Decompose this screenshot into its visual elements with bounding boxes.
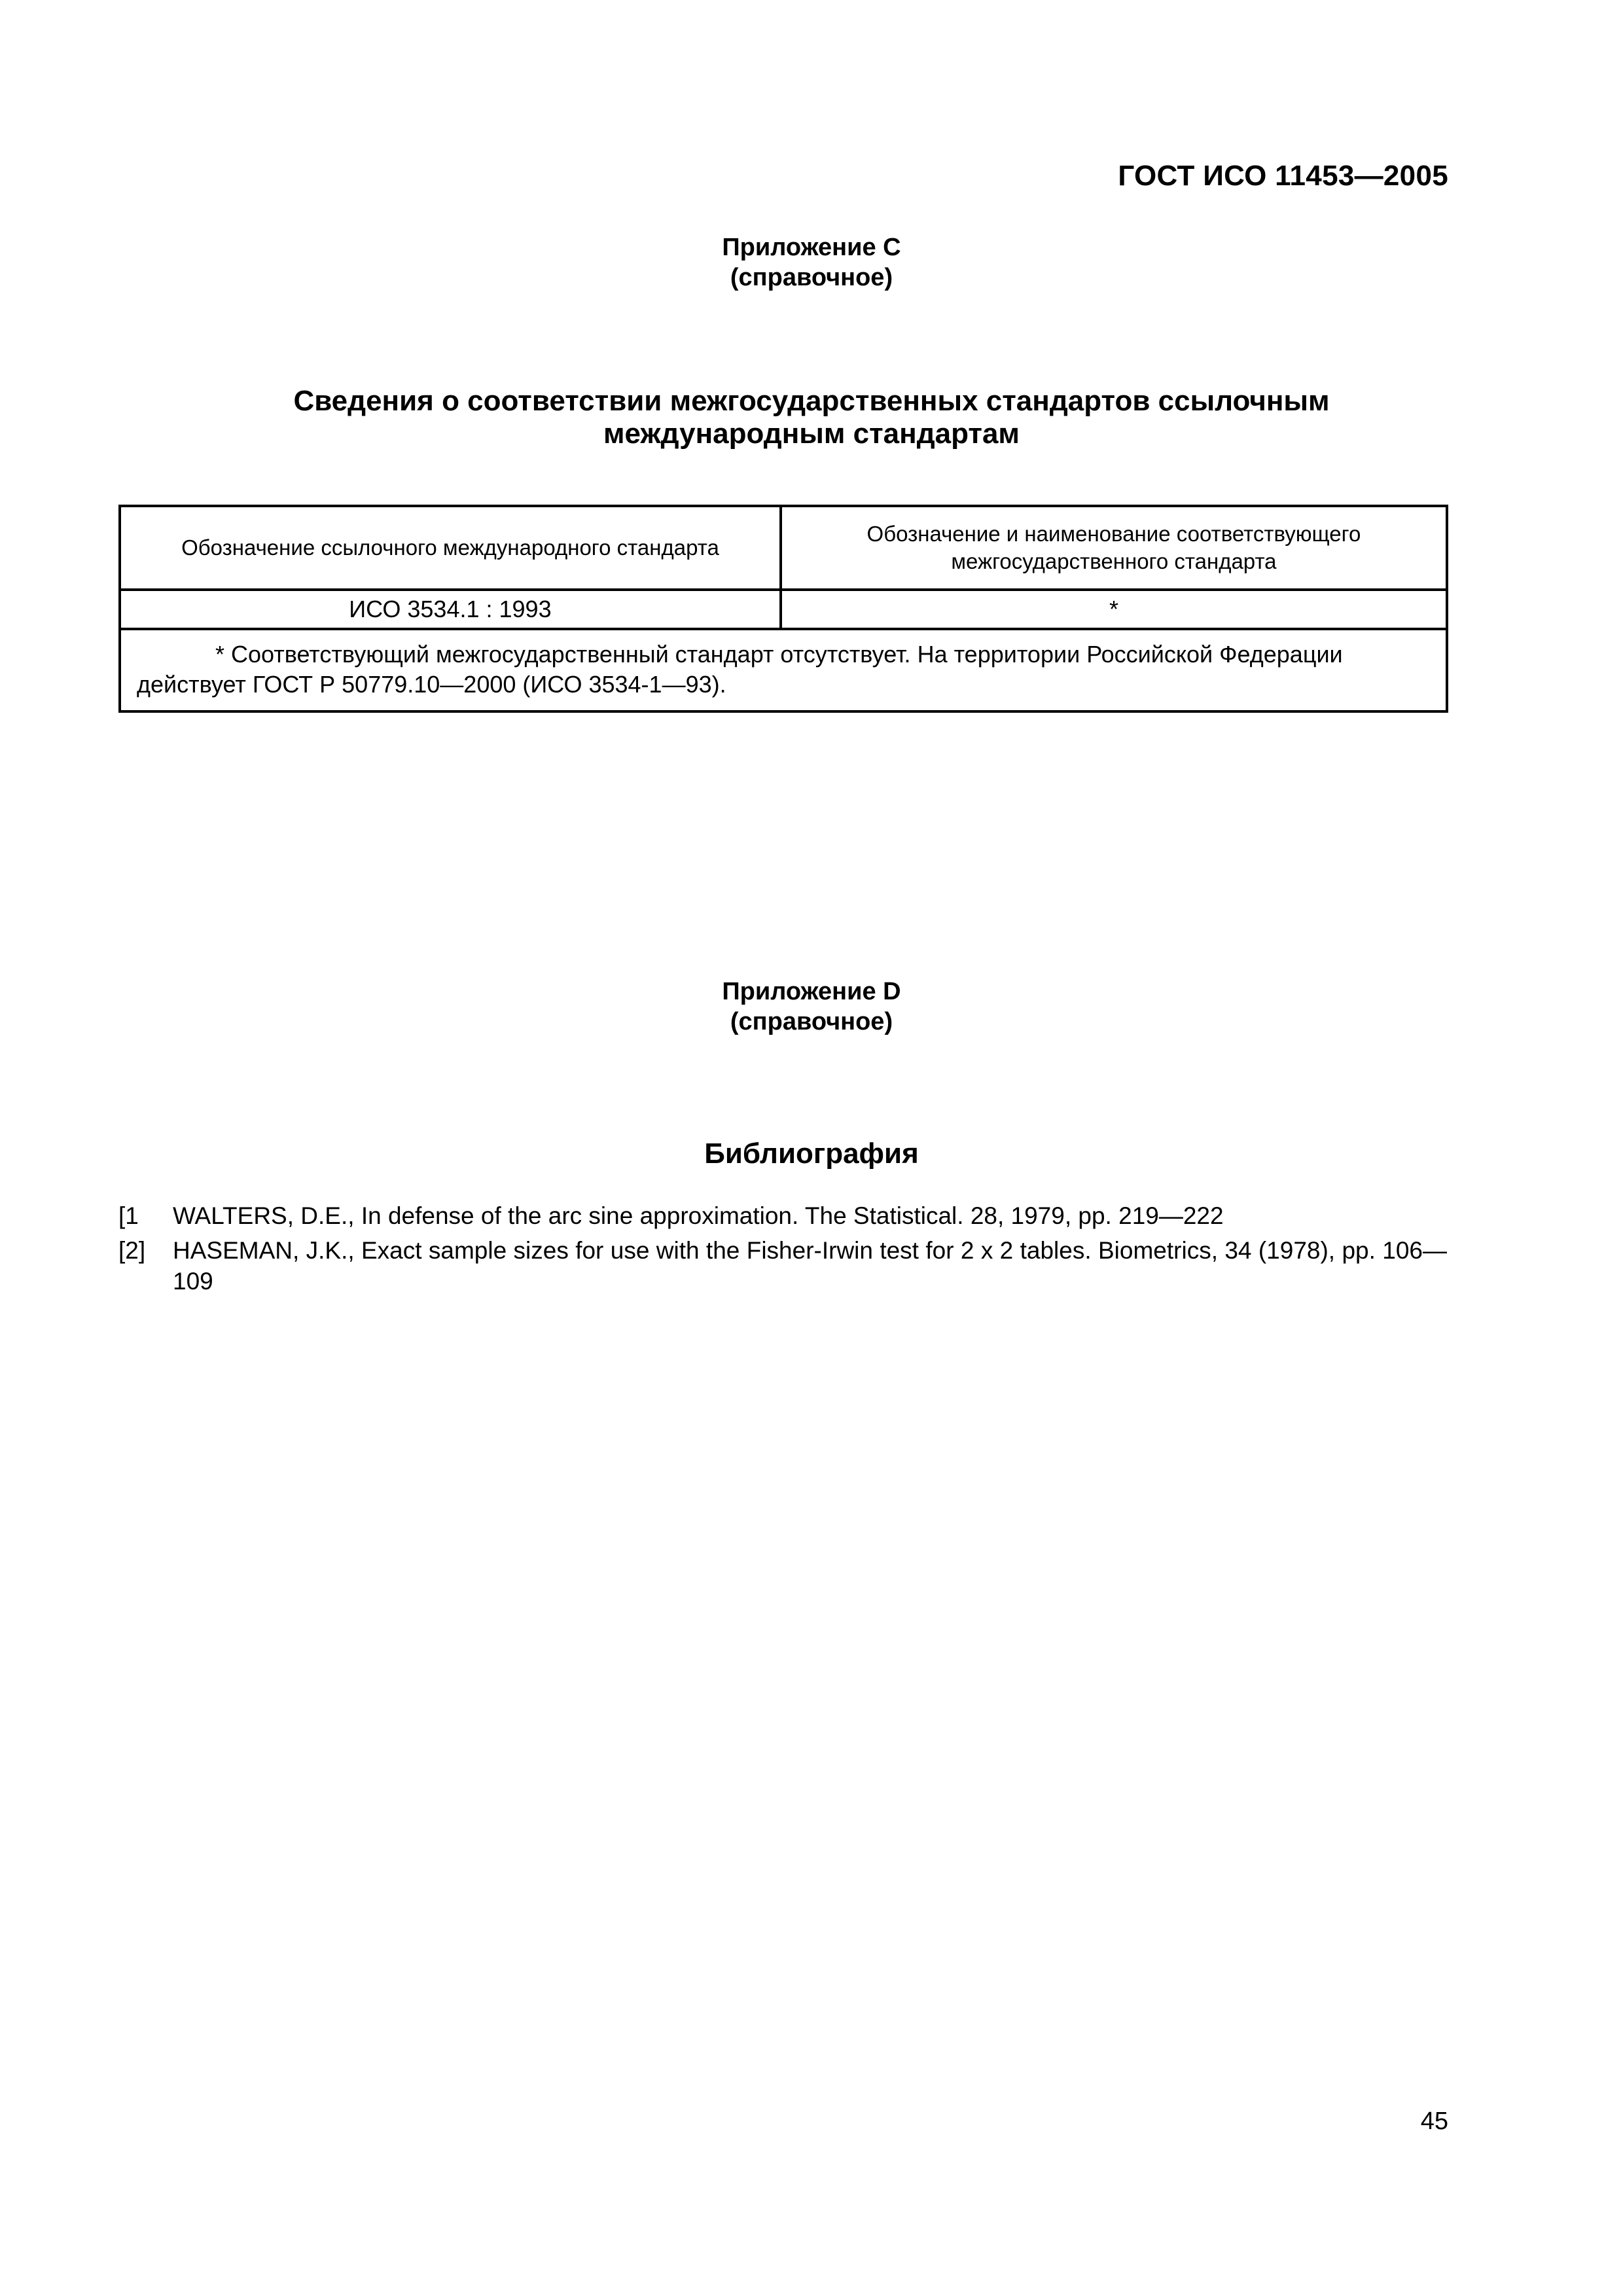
annex-c-heading: [0, 232, 1623, 293]
annex-c-label: Приложение С: [722, 234, 901, 261]
page-number: 45: [1420, 2108, 1448, 2135]
table-header-cell: Обозначение ссылочного международного стандарта: [120, 506, 781, 590]
table-cell: *: [781, 590, 1447, 629]
document-code: ГОСТ ИСО 11453—2005: [1118, 160, 1448, 192]
annex-c-title: [0, 385, 1623, 450]
table-row: [120, 590, 1447, 629]
table-header-cell: Обозначение и наименование соответствующего межгосударственного стандарта: [781, 506, 1447, 590]
annex-c-kind: (справочное): [730, 264, 893, 291]
correspondence-table: [118, 505, 1448, 713]
reference-text: WALTERS, D.E., In defense of the arc sine approximation. The Statistical. 28, 1979, pp. 219—222: [173, 1202, 1224, 1229]
table-footnote-row: [120, 629, 1447, 711]
reference-number: [2]: [118, 1237, 146, 1264]
reference-number: [1: [118, 1202, 139, 1229]
list-item: [118, 1200, 1447, 1231]
table-header-row: [120, 506, 1447, 590]
table-cell: ИСО 3534.1 : 1993: [120, 590, 781, 629]
annex-d-kind: (справочное): [730, 1008, 893, 1035]
annex-c-title-line2: международным стандартам: [603, 418, 1020, 450]
table-footnote-line1: * Соответствующий межгосударственный стандарт отсутствует. На территории Российской Федерации: [215, 641, 1343, 668]
bibliography-title: Библиография: [704, 1138, 919, 1170]
table-footnote-line2: действует ГОСТ Р 50779.10—2000 (ИСО 3534-1—93).: [137, 671, 726, 698]
annex-d-label: Приложение D: [722, 978, 901, 1005]
annex-d-heading: [0, 977, 1623, 1037]
bibliography-list: [118, 1200, 1447, 1300]
table-footnote: [120, 629, 1447, 711]
list-item: [118, 1235, 1447, 1297]
reference-text: HASEMAN, J.K., Exact sample sizes for use with the Fisher-Irwin test for 2 x 2 tables. Biometrics, 34 (1978), pp. 106—109: [173, 1237, 1447, 1295]
annex-c-title-line1: Сведения о соответствии межгосударственных стандартов ссылочным: [293, 385, 1330, 417]
